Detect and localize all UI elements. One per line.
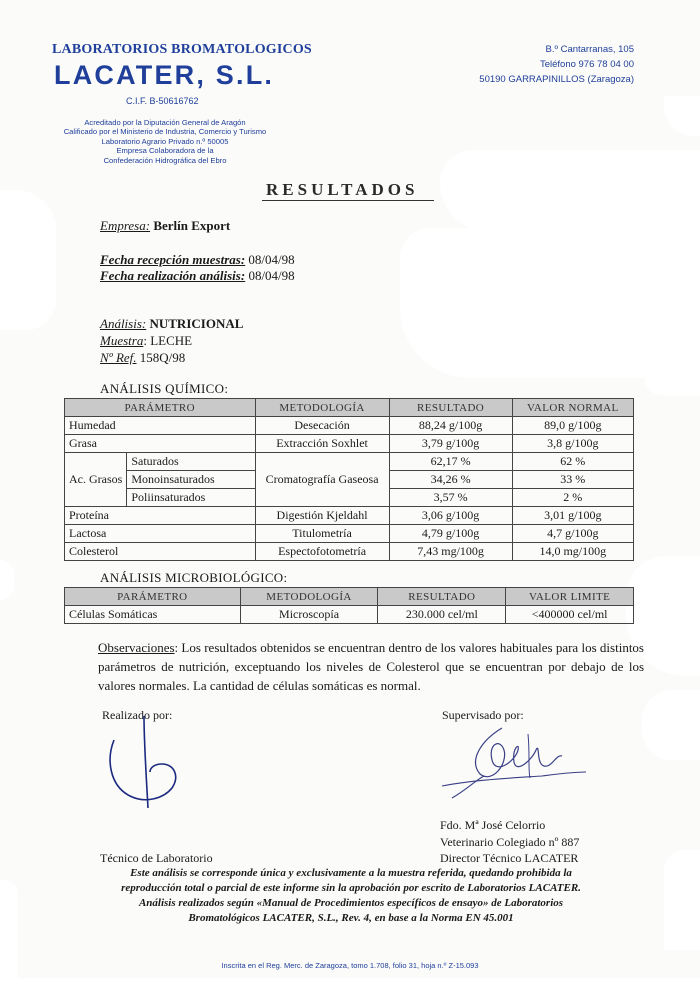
table-cell: Poliinsaturados: [127, 489, 255, 507]
recepcion-value: 08/04/98: [248, 252, 295, 267]
observaciones-label: Observaciones: [98, 640, 175, 655]
table-cell: Humedad: [65, 417, 256, 435]
column-header: PARÁMETRO: [65, 399, 256, 417]
supervisor-title: Director Técnico LACATER: [440, 851, 579, 865]
table-cell: 2 %: [512, 489, 633, 507]
table-cell: 34,26 %: [389, 471, 512, 489]
analisis-field: [100, 316, 243, 332]
table-cell: Titulometría: [255, 525, 389, 543]
table-cell: Células Somáticas: [65, 606, 241, 624]
disclaimer-line: reproducción total o parcial de este informe sin la aprobación por escrito de Laboratorios LACATER.: [121, 882, 581, 894]
ref-label: Nº Ref.: [100, 350, 137, 365]
column-header: METODOLOGÍA: [255, 399, 389, 417]
muestra-label: Muestra: [100, 333, 144, 348]
table-cell: 14,0 mg/100g: [512, 543, 633, 561]
muestra-value: : LECHE: [143, 333, 193, 348]
table-cell: <400000 cel/ml: [506, 606, 634, 624]
accreditation-block: [40, 118, 290, 165]
table-cell: Extracción Soxhlet: [255, 435, 389, 453]
realizacion-label: Fecha realización análisis:: [100, 268, 246, 283]
table-cell: Desecación: [255, 417, 389, 435]
address-block: [479, 42, 634, 87]
table-row: [65, 435, 634, 453]
observaciones-text: : Los resultados obtenidos se encuentran dentro de los valores habituales para los distintos parámetros de nutrición, exceptuando los niveles de Colesterol que se encuentran por debajo de los valores normales. La cantidad de células somáticas es normal.: [98, 640, 644, 693]
table-cell: 89,0 g/100g: [512, 417, 633, 435]
table-header-row: [65, 399, 634, 417]
table-cell: 88,24 g/100g: [389, 417, 512, 435]
table-cell: Ac. Grasos: [65, 453, 127, 507]
registry-footer: Inscrita en el Reg. Merc. de Zaragoza, tomo 1.708, folio 31, hoja n.º Z-15.093: [221, 961, 479, 970]
supervisor-credential: Veterinario Colegiado nº 887: [440, 835, 580, 849]
realizacion-field: [100, 268, 295, 284]
column-header: VALOR LIMITE: [506, 588, 634, 606]
empresa-field: [100, 218, 230, 234]
column-header: RESULTADO: [389, 399, 512, 417]
muestra-field: [100, 333, 192, 349]
company-name: LACATER, S.L.: [54, 60, 275, 90]
lab-name: LABORATORIOS BROMATOLOGICOS: [52, 42, 312, 57]
address-line: B.º Cantarranas, 105: [545, 44, 634, 55]
table-cell: Microscopía: [240, 606, 378, 624]
quimico-table: [64, 398, 634, 561]
table-row: [65, 417, 634, 435]
accreditation-line: Empresa Colaboradora de la: [116, 146, 214, 156]
technician-title: Técnico de Laboratorio: [100, 851, 213, 865]
disclaimer-line: Este análisis se corresponde única y exclusivamente a la muestra referida, quedando prohibida la: [130, 867, 572, 879]
title-underline: [262, 200, 434, 201]
table-row: [65, 453, 634, 471]
address-line: 50190 GARRAPINILLOS (Zaragoza): [479, 74, 634, 85]
table-row: [65, 606, 634, 624]
table-cell: 4,79 g/100g: [389, 525, 512, 543]
table-cell: Digestión Kjeldahl: [255, 507, 389, 525]
table-row: [65, 507, 634, 525]
table-cell: 4,7 g/100g: [512, 525, 633, 543]
ref-field: [100, 350, 185, 366]
page-title: RESULTADOS: [266, 180, 419, 199]
realizacion-value: 08/04/98: [248, 268, 295, 283]
analisis-value: NUTRICIONAL: [149, 316, 244, 331]
table-cell: Lactosa: [65, 525, 256, 543]
supervisado-label: Supervisado por:: [442, 708, 524, 722]
micro-table: [64, 587, 634, 624]
table-cell: 3,06 g/100g: [389, 507, 512, 525]
accreditation-line: Calificado por el Ministerio de Industria, Comercio y Turismo: [63, 127, 267, 137]
table-cell: Cromatografía Gaseosa: [255, 453, 389, 507]
table-cell: Proteína: [65, 507, 256, 525]
table-cell: 3,57 %: [389, 489, 512, 507]
column-header: METODOLOGÍA: [240, 588, 378, 606]
supervisor-signature: [432, 720, 592, 810]
table-cell: 62 %: [512, 453, 633, 471]
table-cell: 3,01 g/100g: [512, 507, 633, 525]
address-line: Teléfono 976 78 04 00: [539, 59, 634, 70]
recepcion-label: Fecha recepción muestras:: [100, 252, 246, 267]
table-cell: 3,79 g/100g: [389, 435, 512, 453]
table-cell: 230.000 cel/ml: [378, 606, 506, 624]
table-cell: Espectofotometría: [255, 543, 389, 561]
realizado-label: Realizado por:: [102, 708, 173, 722]
table-cell: 33 %: [512, 471, 633, 489]
observaciones-paragraph: [98, 638, 644, 695]
table-header-row: [65, 588, 634, 606]
column-header: RESULTADO: [378, 588, 506, 606]
column-header: VALOR NORMAL: [512, 399, 633, 417]
accreditation-line: Confederación Hidrográfica del Ebro: [103, 155, 227, 165]
supervisor-name: Fdo. Mª José Celorrio: [440, 818, 546, 832]
table-cell: 3,8 g/100g: [512, 435, 633, 453]
table-cell: Saturados: [127, 453, 255, 471]
table-row: [65, 543, 634, 561]
technician-signature: [100, 712, 210, 822]
accreditation-line: Laboratorio Agrario Privado n.º 50005: [101, 136, 229, 146]
empresa-value: Berlín Export: [153, 218, 231, 233]
table-cell: Monoinsaturados: [127, 471, 255, 489]
quimico-heading: ANÁLISIS QUÍMICO:: [100, 381, 229, 396]
disclaimer-block: [96, 866, 606, 926]
table-cell: 62,17 %: [389, 453, 512, 471]
ref-value: 158Q/98: [136, 350, 186, 365]
table-cell: 7,43 mg/100g: [389, 543, 512, 561]
table-row: [65, 525, 634, 543]
empresa-label: Empresa:: [100, 218, 151, 233]
table-cell: Grasa: [65, 435, 256, 453]
column-header: PARÁMETRO: [65, 588, 241, 606]
analisis-label: Análisis:: [100, 316, 147, 331]
accreditation-line: Acreditado por la Diputación General de Aragón: [84, 118, 246, 127]
recepcion-field: [100, 252, 295, 268]
disclaimer-line: Análisis realizados según «Manual de Procedimientos específicos de ensayo» de Laboratorios: [138, 897, 564, 909]
cif-number: C.I.F. B-50616762: [126, 96, 199, 106]
table-cell: Colesterol: [65, 543, 256, 561]
micro-heading: ANÁLISIS MICROBIOLÓGICO:: [100, 570, 288, 585]
disclaimer-line: Bromatológicos LACATER, S.L., Rev. 4, en base a la Norma EN 45.001: [188, 912, 514, 924]
